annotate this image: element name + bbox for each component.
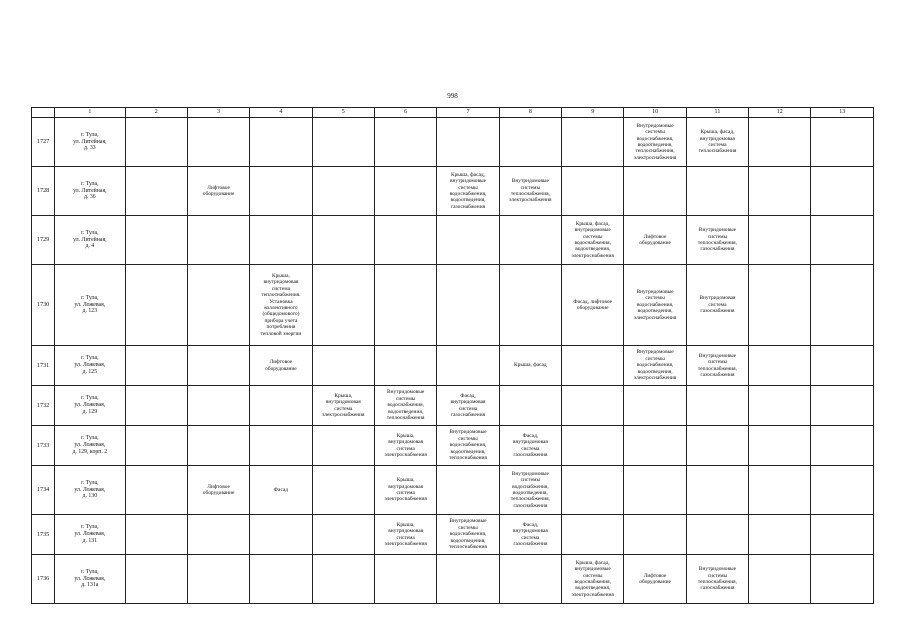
work-cell	[749, 515, 811, 555]
row-number: 1730	[32, 265, 55, 346]
table-row	[32, 118, 874, 167]
work-cell	[499, 216, 561, 265]
work-cell	[125, 118, 187, 167]
table-row	[32, 555, 874, 604]
work-cell	[437, 555, 499, 604]
work-cell	[312, 167, 374, 216]
work-cell	[686, 167, 748, 216]
work-cell	[562, 515, 624, 555]
work-cell: Внутридомовые системы водоснабжения, водоотведения, теплоснабжения, газоснабжения	[499, 466, 561, 515]
work-cell	[312, 555, 374, 604]
work-cell	[749, 555, 811, 604]
header-cell: 13	[811, 108, 874, 118]
address-cell: г. Тула, ул. Литейная, д. 4	[55, 216, 125, 265]
work-cell	[437, 265, 499, 346]
work-cell	[499, 555, 561, 604]
table-row	[32, 167, 874, 216]
header-row	[32, 108, 874, 118]
header-cell: 6	[374, 108, 436, 118]
work-cell: Лифтовое оборудование	[187, 167, 249, 216]
address-cell: г. Тула, ул. Ложевая, д. 123	[55, 265, 125, 346]
work-cell: Фасад, внутридомовая система газоснабжения	[499, 426, 561, 466]
address-cell: г. Тула, ул. Ложевая, д. 131а	[55, 555, 125, 604]
work-cell	[374, 555, 436, 604]
work-cell	[749, 346, 811, 386]
work-cell: Внутридомовые системы водоснабжения, водоотведения, электроснабжения	[624, 346, 686, 386]
work-cell	[811, 515, 874, 555]
work-cell	[125, 515, 187, 555]
work-cell: Фасад, внутридомовая система газоснабжения	[499, 515, 561, 555]
work-cell	[125, 167, 187, 216]
work-cell: Лифтовое оборудование	[624, 216, 686, 265]
header-cell: 9	[562, 108, 624, 118]
work-cell	[686, 515, 748, 555]
header-cell: 12	[749, 108, 811, 118]
address-cell: г. Тула, ул. Ложевая, д. 125	[55, 346, 125, 386]
work-cell	[374, 118, 436, 167]
work-cell	[250, 555, 312, 604]
work-cell	[437, 216, 499, 265]
address-cell: г. Тула, ул. Ложевая, д. 129	[55, 386, 125, 426]
work-cell	[187, 515, 249, 555]
row-number: 1733	[32, 426, 55, 466]
work-cell: Внутридомовые системы водоснабжения, водоотведения, электроснабжения	[624, 265, 686, 346]
table-row	[32, 346, 874, 386]
work-cell: Крыша, фасад	[499, 346, 561, 386]
work-cell: Крыша, фасад, внутридомовая система теплоснабжения	[686, 118, 748, 167]
address-cell: г. Тула, ул. Литейная, д. 36	[55, 167, 125, 216]
work-cell	[811, 426, 874, 466]
work-cell	[686, 386, 748, 426]
work-cell	[250, 386, 312, 426]
work-cell	[562, 118, 624, 167]
header-cell: 11	[686, 108, 748, 118]
row-number: 1735	[32, 515, 55, 555]
work-cell	[250, 216, 312, 265]
work-cell	[624, 515, 686, 555]
work-cell	[312, 265, 374, 346]
work-cell: Крыша, внутридомовая система электроснабжения	[374, 426, 436, 466]
work-cell: Внутридомовые системы теплоснабжения, газоснабжения	[686, 216, 748, 265]
work-cell	[624, 386, 686, 426]
work-cell: Фасад, внутридомовая система газоснабжения	[437, 386, 499, 426]
header-cell: 10	[624, 108, 686, 118]
work-cell	[250, 426, 312, 466]
work-cell	[187, 555, 249, 604]
header-cell: 7	[437, 108, 499, 118]
work-cell	[811, 466, 874, 515]
work-cell	[562, 466, 624, 515]
work-cell: Фасад	[250, 466, 312, 515]
header-cell: 8	[499, 108, 561, 118]
work-cell	[749, 466, 811, 515]
work-cell	[811, 216, 874, 265]
work-cell	[499, 386, 561, 426]
work-cell	[811, 167, 874, 216]
work-cell	[811, 265, 874, 346]
work-cell: Фасад, лифтовое оборудование	[562, 265, 624, 346]
header-cell: 4	[250, 108, 312, 118]
work-cell: Внутридомовые системы водоснабжения, водоотведения, теплоснабжения, электроснабжения	[624, 118, 686, 167]
work-cell	[187, 118, 249, 167]
work-cell: Лифтовое оборудование	[624, 555, 686, 604]
work-cell	[749, 118, 811, 167]
work-cell: Внутридомовые системы водоснабжения, водоотведения, теплоснабжения	[437, 515, 499, 555]
work-cell	[811, 555, 874, 604]
work-cell: Внутридомовые системы теплоснабжения, электроснабжения	[499, 167, 561, 216]
work-cell	[250, 118, 312, 167]
work-cell	[312, 466, 374, 515]
work-cell	[749, 386, 811, 426]
work-cell	[749, 216, 811, 265]
work-cell	[187, 386, 249, 426]
work-cell: Крыша, внутридомовая система электроснабжения	[374, 515, 436, 555]
header-cell: 1	[55, 108, 125, 118]
work-cell: Крыша, внутридомовая система теплоснабжения. Установка коллективного (общедомового) прибора учета потребления тепловой энергии	[250, 265, 312, 346]
header-cell: 3	[187, 108, 249, 118]
work-cell	[187, 216, 249, 265]
work-cell: Лифтовое оборудование	[250, 346, 312, 386]
row-number: 1731	[32, 346, 55, 386]
work-cell: Крыша, внутридомовая система электроснабжения	[312, 386, 374, 426]
work-cell	[562, 346, 624, 386]
work-cell	[811, 118, 874, 167]
work-cell	[125, 265, 187, 346]
work-cell	[749, 426, 811, 466]
header-cell-blank	[32, 108, 55, 118]
work-cell	[499, 118, 561, 167]
row-number: 1729	[32, 216, 55, 265]
work-cell	[811, 386, 874, 426]
work-cell	[624, 466, 686, 515]
row-number: 1728	[32, 167, 55, 216]
table-row	[32, 426, 874, 466]
work-cell	[250, 515, 312, 555]
work-cell	[437, 118, 499, 167]
work-cell	[250, 167, 312, 216]
work-cell	[749, 167, 811, 216]
work-cell	[686, 466, 748, 515]
work-cell	[125, 466, 187, 515]
row-number: 1736	[32, 555, 55, 604]
work-cell	[499, 265, 561, 346]
work-cell: Лифтовое оборудование	[187, 466, 249, 515]
work-cell	[374, 216, 436, 265]
work-cell: Крыша, внутридомовая система электроснабжения	[374, 466, 436, 515]
work-cell: Крыша, фасад, внутридомовые системы водоснабжения, водоотведения, электроснабжения	[562, 555, 624, 604]
work-cell	[562, 426, 624, 466]
header-cell: 5	[312, 108, 374, 118]
work-cell	[749, 265, 811, 346]
work-cell: Внутридомовые системы теплоснабжения, газоснабжения	[686, 555, 748, 604]
work-cell	[624, 426, 686, 466]
work-cell	[187, 265, 249, 346]
work-cell	[312, 118, 374, 167]
work-cell	[624, 167, 686, 216]
capital-repair-table	[31, 107, 874, 604]
work-cell	[811, 346, 874, 386]
address-cell: г. Тула, ул. Ложевая, д. 129, корп. 2	[55, 426, 125, 466]
table-row	[32, 515, 874, 555]
work-cell	[187, 346, 249, 386]
work-cell: Внутридомовые системы теплоснабжения, газоснабжения	[686, 346, 748, 386]
table-row	[32, 466, 874, 515]
work-cell: Внутридомовые системы водоснабжения, водоотведения, теплоснабжения	[437, 426, 499, 466]
work-cell: Внутридомовые системы водоснабжения, водоотведения, теплоснабжения	[374, 386, 436, 426]
header-cell: 2	[125, 108, 187, 118]
work-cell	[125, 216, 187, 265]
work-cell	[374, 167, 436, 216]
row-number: 1732	[32, 386, 55, 426]
work-cell	[312, 515, 374, 555]
work-cell	[125, 426, 187, 466]
work-cell	[562, 167, 624, 216]
work-cell: Крыша, фасад, внутридомовые системы водоснабжения, водоотведения, газоснабжения	[437, 167, 499, 216]
work-cell	[187, 426, 249, 466]
work-cell	[312, 346, 374, 386]
work-cell: Крыша, фасад, внутридомовые системы водоснабжения, водоотведения, электроснабжения	[562, 216, 624, 265]
address-cell: г. Тула, ул. Ложевая, д. 130	[55, 466, 125, 515]
work-cell	[562, 386, 624, 426]
table-row	[32, 386, 874, 426]
row-number: 1727	[32, 118, 55, 167]
work-cell	[312, 426, 374, 466]
table-row	[32, 265, 874, 346]
address-cell: г. Тула, ул. Ложевая, д. 131	[55, 515, 125, 555]
work-cell	[374, 265, 436, 346]
work-cell	[312, 216, 374, 265]
work-cell	[125, 386, 187, 426]
table-row	[32, 216, 874, 265]
work-cell: Внутридомовая система газоснабжения	[686, 265, 748, 346]
address-cell: г. Тула, ул. Литейная, д. 33	[55, 118, 125, 167]
work-cell	[686, 426, 748, 466]
row-number: 1734	[32, 466, 55, 515]
page-number: 998	[447, 92, 458, 100]
work-cell	[437, 466, 499, 515]
work-cell	[125, 346, 187, 386]
work-cell	[125, 555, 187, 604]
work-cell	[374, 346, 436, 386]
work-cell	[437, 346, 499, 386]
